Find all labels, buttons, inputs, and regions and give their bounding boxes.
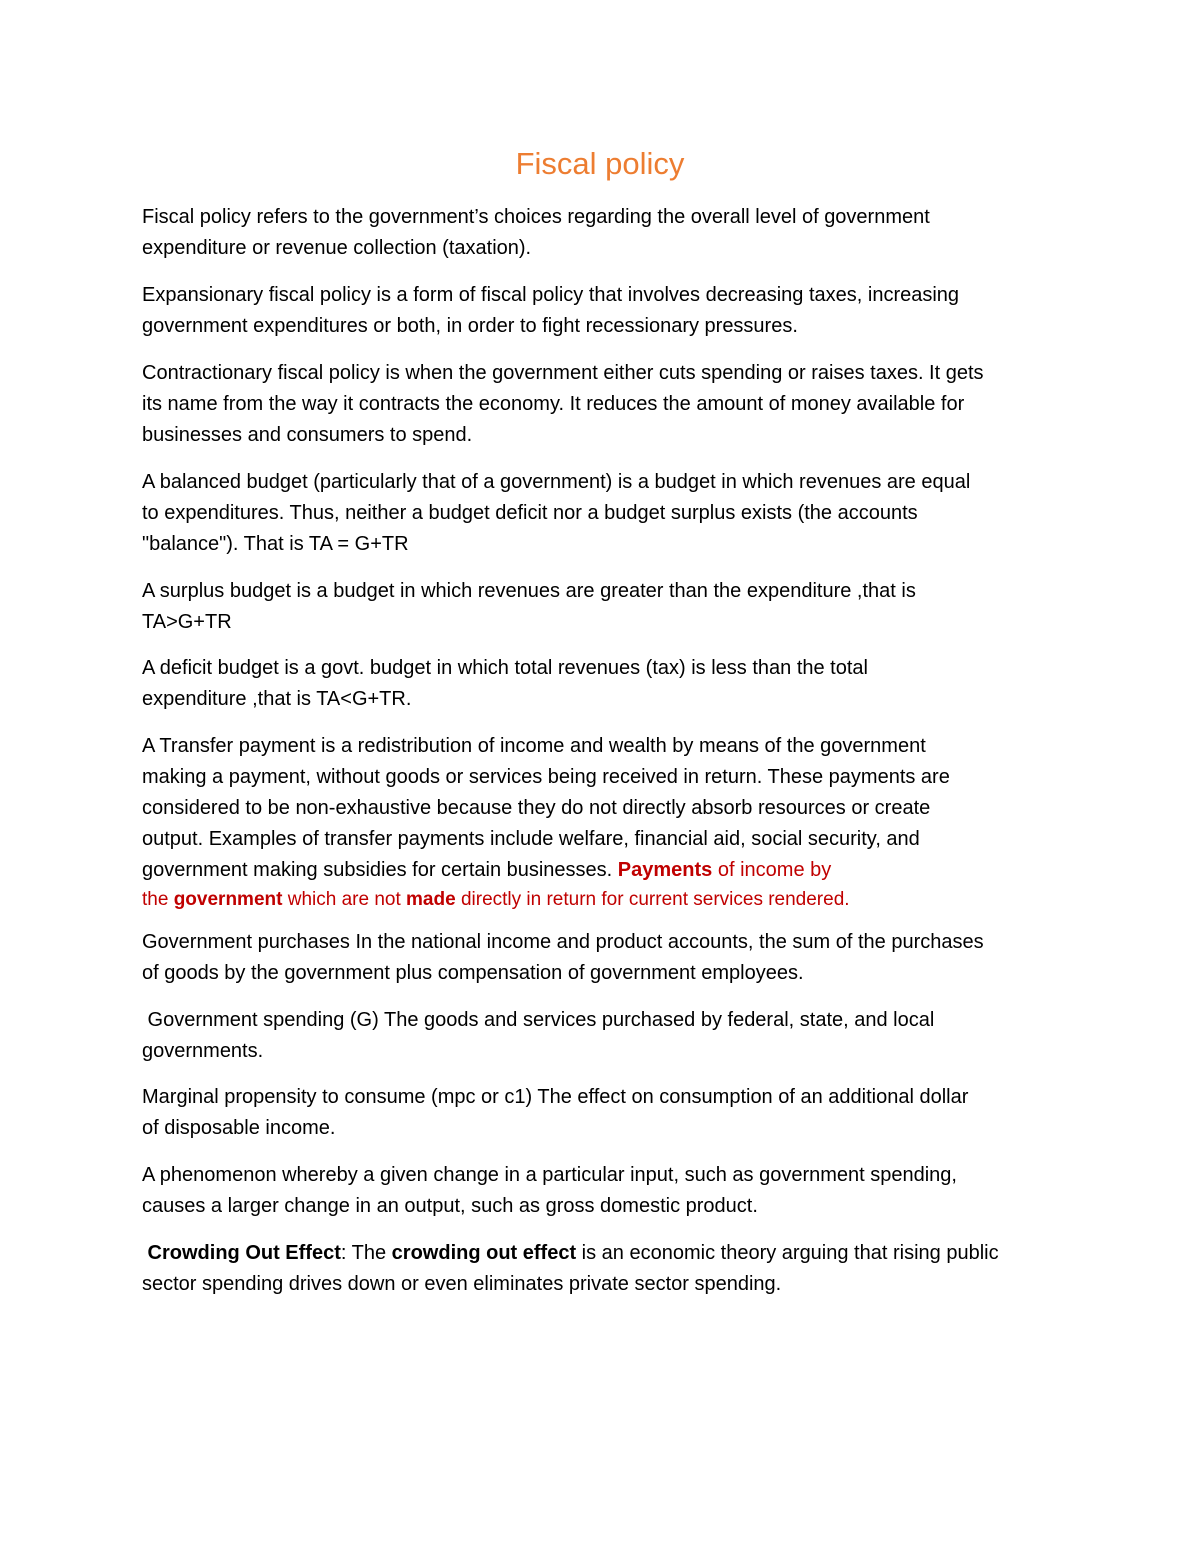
paragraph-crowding-out: [142, 1238, 1060, 1300]
text-line: government expenditures or both, in order to fight recessionary pressures.: [142, 315, 798, 337]
highlight-red: which are not: [282, 889, 407, 910]
text-line: to expenditures. Thus, neither a budget deficit nor a budget surplus exists (the accounts: [142, 502, 918, 524]
text-line: Government spending (G) The goods and services purchased by federal, state, and local: [142, 1009, 935, 1031]
text-line: making a payment, without goods or services being received in return. These payments are: [142, 766, 950, 788]
text-line: A phenomenon whereby a given change in a particular input, such as government spending,: [142, 1164, 957, 1186]
text-line: sector spending drives down or even eliminates private sector spending.: [142, 1273, 782, 1295]
highlight-red: directly in return for current services rendered.: [455, 889, 850, 910]
text-line: output. Examples of transfer payments include welfare, financial aid, social security, and: [142, 828, 920, 850]
text-line: A deficit budget is a govt. budget in which total revenues (tax) is less than the total: [142, 657, 868, 679]
highlight-red-bold: Payments: [617, 859, 713, 881]
paragraph-fiscal-policy-definition: [142, 202, 1060, 264]
text-line: Expansionary fiscal policy is a form of fiscal policy that involves decreasing taxes, increasing: [142, 284, 960, 306]
text-line: its name from the way it contracts the economy. It reduces the amount of money available for: [142, 393, 965, 415]
text-line: "balance"). That is TA = G+TR: [142, 533, 409, 555]
paragraph-government-purchases: [142, 927, 1060, 989]
term-bold: Crowding Out Effect: [142, 1242, 341, 1264]
text-line: A balanced budget (particularly that of a government) is a budget in which revenues are equal: [142, 471, 971, 493]
text-line: TA>G+TR: [142, 611, 232, 633]
text-line: Fiscal policy refers to the government’s choices regarding the overall level of government: [142, 206, 930, 228]
highlight-red-bold: government: [173, 889, 283, 910]
text-line: of disposable income.: [142, 1117, 336, 1139]
highlight-red: of income by: [712, 859, 832, 881]
text-line: businesses and consumers to spend.: [142, 424, 473, 446]
paragraph-transfer-payment: [142, 731, 1060, 913]
paragraph-surplus-budget: [142, 576, 1060, 638]
text-line: A surplus budget is a budget in which revenues are greater than the expenditure ,that is: [142, 580, 916, 602]
text-run: : The: [340, 1242, 392, 1264]
text-line: of goods by the government plus compensation of government employees.: [142, 962, 804, 984]
text-line: Contractionary fiscal policy is when the government either cuts spending or raises taxes. It gets: [142, 362, 984, 384]
paragraph-deficit-budget: [142, 653, 1060, 715]
paragraph-multiplier-phenomenon: [142, 1160, 1060, 1222]
paragraph-contractionary-policy: [142, 358, 1060, 451]
term-bold: crowding out effect: [391, 1242, 577, 1264]
text-line: A Transfer payment is a redistribution of income and wealth by means of the government: [142, 735, 926, 757]
text-line-mixed: [142, 1238, 1060, 1269]
text-line: Government purchases In the national income and product accounts, the sum of the purchases: [142, 931, 984, 953]
text-run: is an economic theory arguing that rising public: [576, 1242, 999, 1264]
text-line-mixed: [142, 855, 1060, 886]
text-line: expenditure ,that is TA<G+TR.: [142, 688, 412, 710]
text-line: governments.: [142, 1040, 264, 1062]
text-line: considered to be non-exhaustive because they do not directly absorb resources or create: [142, 797, 931, 819]
paragraph-mpc: [142, 1082, 1060, 1144]
paragraph-government-spending: [142, 1005, 1060, 1067]
highlight-red-bold: made: [406, 889, 456, 910]
page-title: Fiscal policy: [515, 146, 685, 181]
text-run: government making subsidies for certain businesses.: [142, 859, 618, 881]
paragraph-balanced-budget: [142, 467, 1060, 560]
paragraph-expansionary-policy: [142, 280, 1060, 342]
highlight-red: the: [142, 889, 174, 910]
text-line-red: [142, 886, 1060, 913]
text-line: causes a larger change in an output, such as gross domestic product.: [142, 1195, 758, 1217]
text-line: Marginal propensity to consume (mpc or c1) The effect on consumption of an additional dollar: [142, 1086, 969, 1108]
text-line: expenditure or revenue collection (taxation).: [142, 237, 532, 259]
